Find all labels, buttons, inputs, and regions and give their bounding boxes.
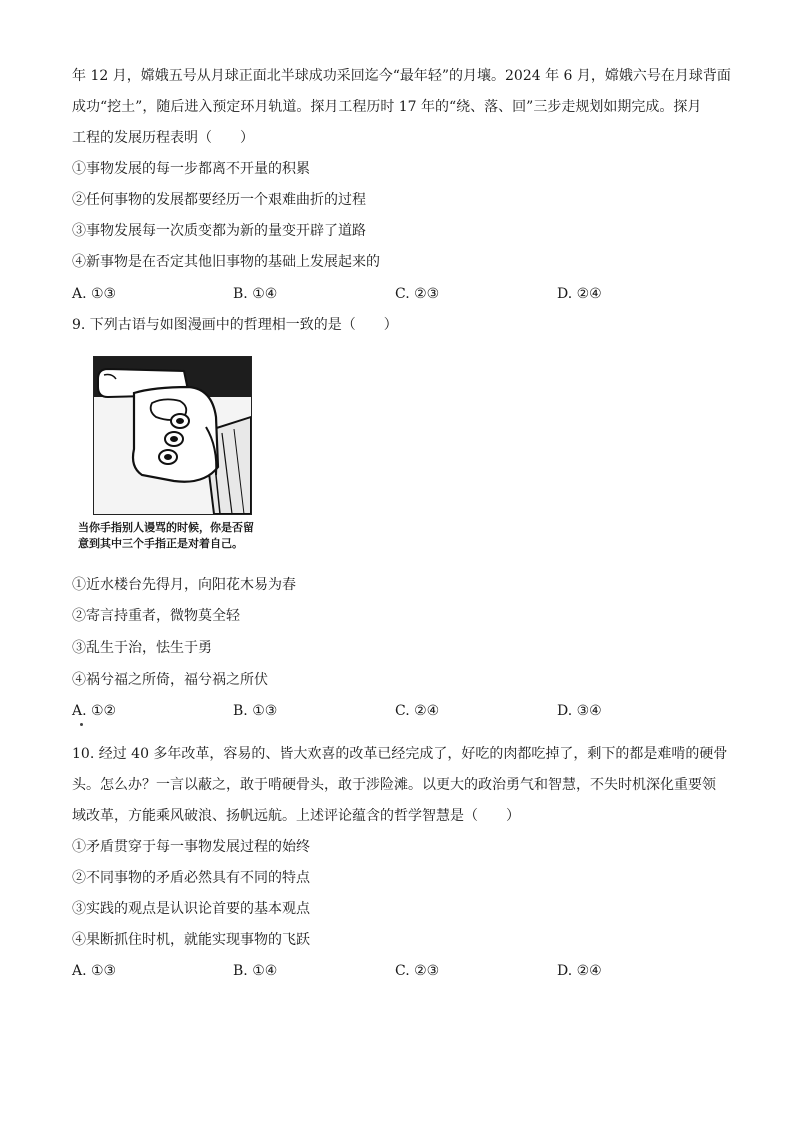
q10-option-a: A. ①③ [72, 963, 117, 979]
q10-stem-line-3: 域改革，方能乘风破浪、扬帆远航。上述评论蕴含的哲学智慧是（ ） [72, 808, 520, 824]
q10-stem-line-1: 10. 经过 40 多年改革，容易的、皆大欢喜的改革已经完成了，好吃的肉都吃掉了，剩下的都是难啃的硬骨 [72, 746, 728, 762]
pointing-hand-icon [94, 357, 251, 514]
q9-statement-1: ①近水楼台先得月，向阳花木易为春 [72, 577, 296, 593]
q8-stem-line-3: 工程的发展历程表明（ ） [72, 130, 254, 146]
q9-stem: 9. 下列古语与如图漫画中的哲理相一致的是（ ） [72, 317, 398, 333]
q10-option-c: C. ②③ [395, 963, 440, 979]
q9-option-a: A. ①② [72, 703, 117, 719]
cartoon-caption-line-2: 意到其中三个手指正是对着自己。 [78, 537, 243, 550]
q8-stem-line-2: 成功“挖土”，随后进入预定环月轨道。探月工程历时 17 年的“绕、落、回”三步走规划如期完成。探月 [72, 99, 702, 115]
q8-options [72, 284, 732, 304]
q8-option-a: A. ①③ [72, 286, 117, 302]
q10-option-d: D. ②④ [557, 963, 602, 979]
q8-statement-2: ②任何事物的发展都要经历一个艰难曲折的过程 [72, 192, 366, 208]
q8-option-b: B. ①④ [233, 286, 278, 302]
q9-option-d: D. ③④ [557, 703, 602, 719]
q10-statement-2: ②不同事物的矛盾必然具有不同的特点 [72, 870, 310, 886]
q10-statement-1: ①矛盾贯穿于每一事物发展过程的始终 [72, 839, 310, 855]
q9-options [72, 701, 732, 721]
cartoon-caption-line-1: 当你手指别人谩骂的时候，你是否留 [78, 521, 254, 534]
q8-stem-line-1: 年 12 月，嫦娥五号从月球正面北半球成功采回迄今“最年轻”的月壤。2024 年 6 月，嫦娥六号在月球背面 [72, 68, 731, 84]
q9-statement-2: ②寄言持重者，微物莫全轻 [72, 608, 240, 624]
q8-option-c: C. ②③ [395, 286, 440, 302]
q8-option-d: D. ②④ [557, 286, 602, 302]
pointing-hand-cartoon [93, 356, 252, 515]
q8-statement-1: ①事物发展的每一步都离不开量的积累 [72, 161, 310, 177]
q9-option-c: C. ②④ [395, 703, 440, 719]
q9-statement-4: ④祸兮福之所倚，福兮祸之所伏 [72, 672, 268, 688]
q10-options [72, 961, 732, 981]
q10-statement-4: ④果断抓住时机，就能实现事物的飞跃 [72, 932, 310, 948]
q8-statement-3: ③事物发展每一次质变都为新的量变开辟了道路 [72, 223, 366, 239]
q10-option-b: B. ①④ [233, 963, 278, 979]
q9-option-b: B. ①③ [233, 703, 278, 719]
q10-stem-line-2: 头。怎么办？一言以蔽之，敢于啃硬骨头，敢于涉险滩。以更大的政治勇气和智慧，不失时机深化重要领 [72, 777, 716, 793]
q8-statement-4: ④新事物是在否定其他旧事物的基础上发展起来的 [72, 254, 380, 270]
stray-dot [80, 723, 83, 726]
q10-statement-3: ③实践的观点是认识论首要的基本观点 [72, 901, 310, 917]
q9-statement-3: ③乱生于治，怯生于勇 [72, 640, 212, 656]
